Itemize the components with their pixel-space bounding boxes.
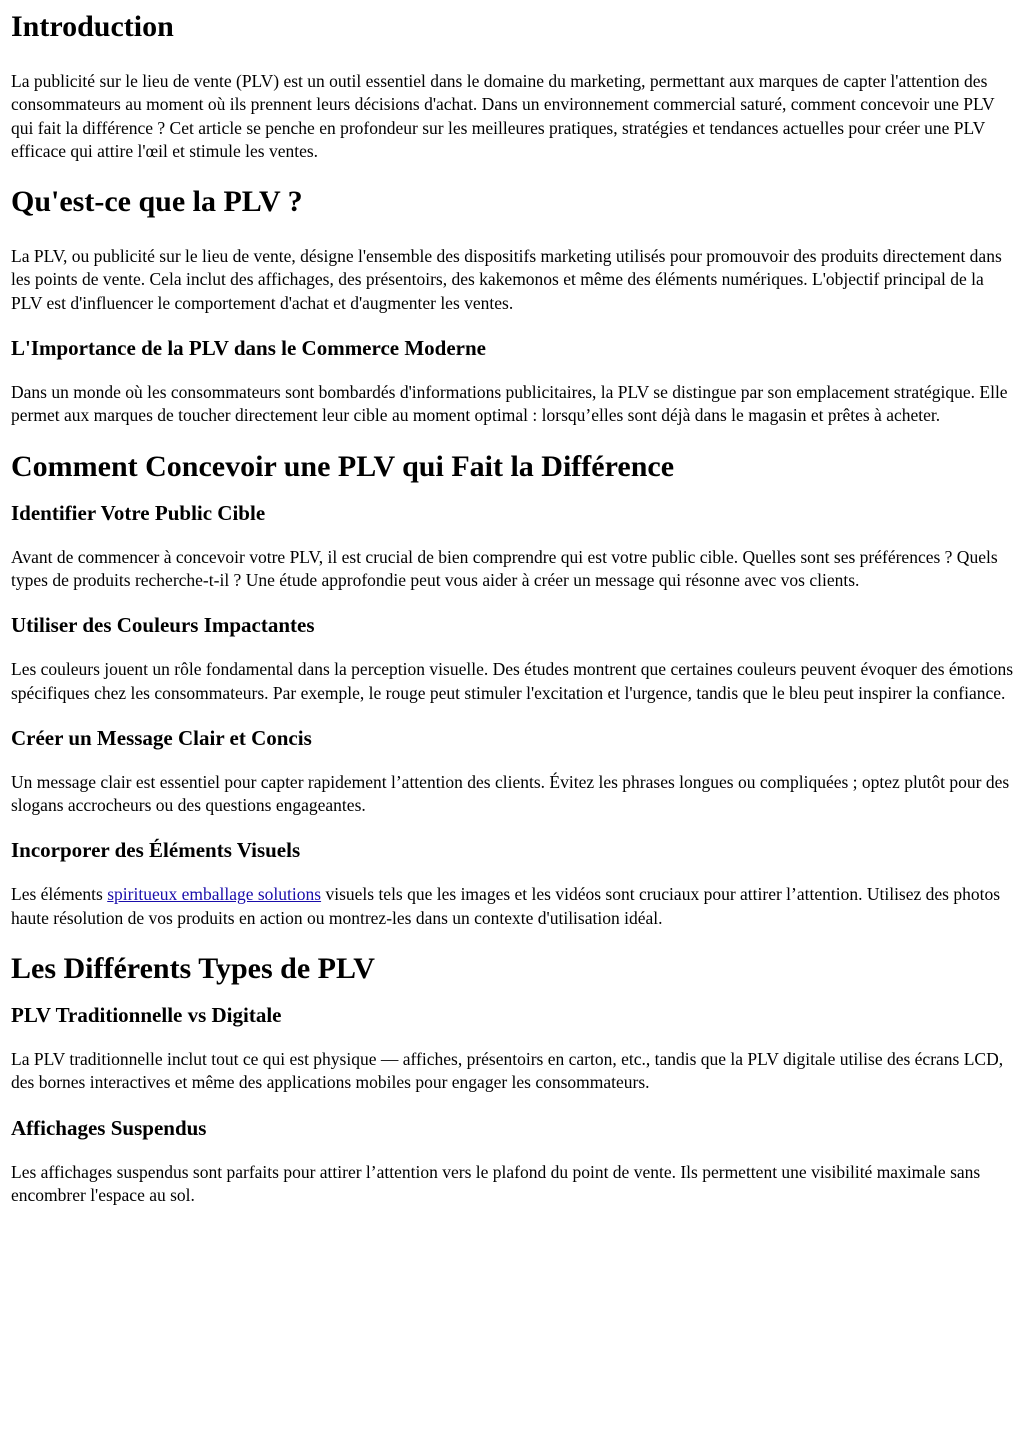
paragraph-target: Avant de commencer à concevoir votre PLV, il est crucial de bien comprendre qui est votre public cible. Quelles sont ses préférences ? Quels types de produits recherche-t-il ? Une étude approfondie peut vous aider à créer un message qui résonne avec vos clients.	[11, 546, 998, 590]
heading-what-is-plv: Qu'est-ce que la PLV ?	[11, 185, 303, 219]
subheading-target: Identifier Votre Public Cible	[11, 500, 266, 525]
paragraph-hanging-displays: Les affichages suspendus sont parfaits pour attirer l’attention vers le plafond du point de vente. Ils permettent une visibilité maximale sans encombrer l'espace au sol.	[11, 1161, 981, 1205]
paragraph-introduction: La publicité sur le lieu de vente (PLV) est un outil essentiel dans le domaine du marketing, permettant aux marques de capter l'attention des consommateurs au moment où ils prennent leurs décisions d'achat. Dans un environnement commercial saturé, comment concevoir une PLV qui fait la différence ? Cet article se penche en profondeur sur les meilleures pratiques, stratégies et tendances actuelles pour créer une PLV efficace qui attire l'œil et stimule les ventes.	[11, 71, 995, 161]
paragraph-visuals-start: Les éléments	[11, 884, 108, 905]
subheading-message: Créer un Message Clair et Concis	[11, 725, 312, 750]
paragraph-message: Un message clair est essentiel pour capter rapidement l’attention des clients. Évitez les phrases longues ou compliquées ; optez plutôt pour des slogans accrocheurs ou des questions engageantes.	[11, 771, 1010, 816]
paragraph-visuals	[11, 883, 1014, 930]
heading-design: Comment Concevoir une PLV qui Fait la Différence	[11, 449, 675, 483]
subheading-hanging-displays: Affichages Suspendus	[11, 1115, 207, 1140]
paragraph-importance: Dans un monde où les consommateurs sont bombardés d'informations publicitaires, la PLV se distingue par son emplacement stratégique. Elle permet aux marques de toucher directement leur cible au moment optimal : lorsqu’elles sont déjà dans le magasin et prêtes à acheter.	[11, 382, 1008, 426]
subheading-importance: L'Importance de la PLV dans le Commerce Moderne	[11, 336, 486, 361]
subheading-traditional-digital: PLV Traditionnelle vs Digitale	[11, 1003, 282, 1028]
link-spiritueux-emballage[interactable]: spiritueux emballage solutions	[107, 884, 322, 905]
heading-introduction: Introduction	[11, 10, 174, 43]
heading-types: Les Différents Types de PLV	[11, 952, 375, 986]
paragraph-traditional-digital: La PLV traditionnelle inclut tout ce qui est physique — affiches, présentoirs en carton, etc., tandis que la PLV digitale utilise des écrans LCD, des bornes interactives et même des applications mobiles pour engager les consommateurs.	[11, 1049, 1004, 1093]
paragraph-colors: Les couleurs jouent un rôle fondamental dans la perception visuelle. Des études montrent que certaines couleurs peuvent évoquer des émotions spécifiques chez les consommateurs. Par exemple, le rouge peut stimuler l'excitation et l'urgence, tandis que le bleu peut inspirer la confiance.	[11, 659, 1014, 703]
subheading-colors: Utiliser des Couleurs Impactantes	[11, 613, 315, 638]
paragraph-what-is-plv: La PLV, ou publicité sur le lieu de vente, désigne l'ensemble des dispositifs marketing utilisés pour promouvoir des produits directement dans les points de vente. Cela inclut des affichages, des présentoirs, des kakemonos et même des éléments numériques. L'objectif principal de la PLV est d'influencer le comportement d'achat et d'augmenter les ventes.	[11, 246, 1002, 313]
paragraph-visuals-end: visuels tels que les images et les vidéos sont cruciaux pour attirer l’attention. Utilisez des photos haute résolution de vos produits en action ou montrez-les dans un contexte d'utilisation idéal.	[11, 884, 1001, 928]
subheading-visuals: Incorporer des Éléments Visuels	[11, 838, 301, 863]
